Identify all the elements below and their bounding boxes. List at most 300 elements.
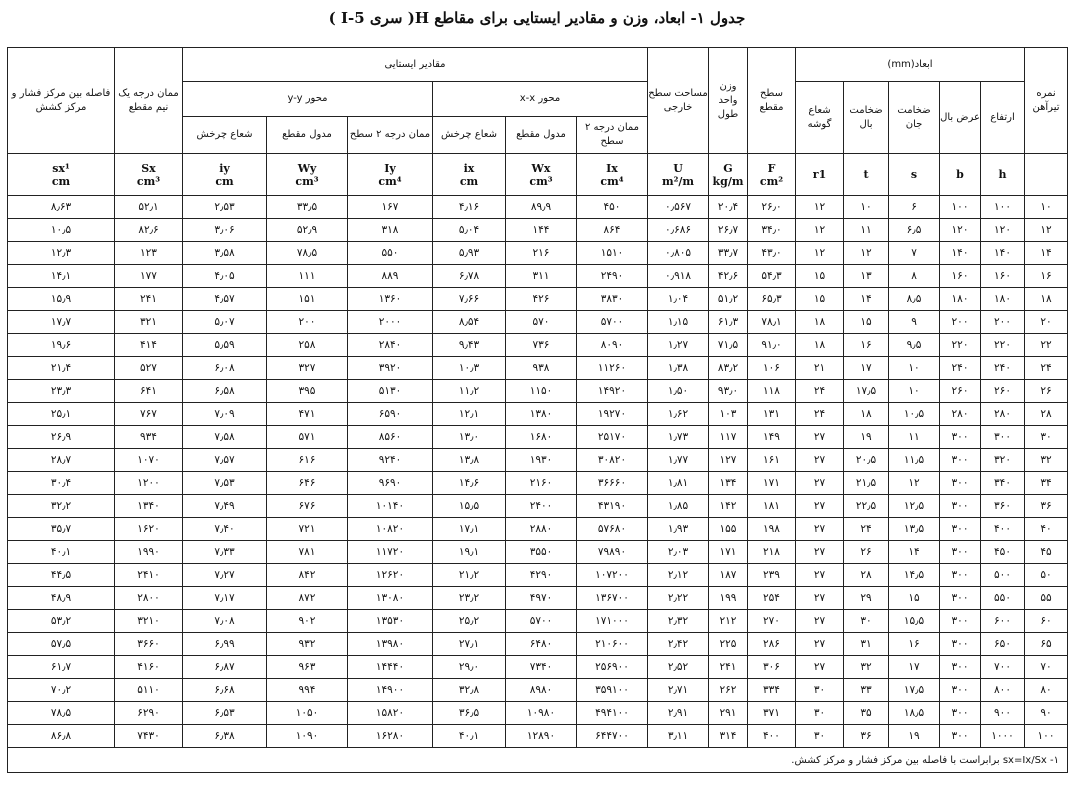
- table-cell: ۲٫۵۳: [183, 196, 267, 219]
- table-cell: ۱۱۲۶۰: [577, 357, 648, 380]
- table-cell: ۱۳۹۸۰: [348, 633, 433, 656]
- table-cell: ۱۰۵۰: [267, 702, 348, 725]
- table-cell: ۴٫۱۶: [433, 196, 506, 219]
- footnote: ۱- sx=Ix/Sx برابراست با فاصله بین مرکز فشار و مرکز کشش.: [8, 748, 1068, 773]
- table-cell: ۲۳۹: [748, 564, 796, 587]
- table-cell: ۱۸۰: [981, 288, 1025, 311]
- table-cell: ۶: [889, 196, 940, 219]
- table-cell: ۳۳: [844, 679, 889, 702]
- table-cell: ۷٫۰۸: [183, 610, 267, 633]
- table-cell: ۱۰: [889, 357, 940, 380]
- table-cell: ۲۶٫۰: [748, 196, 796, 219]
- table-cell: ۶۰: [1025, 610, 1068, 633]
- table-cell: ۲۱۸: [748, 541, 796, 564]
- table-cell: ۸۶۴: [577, 219, 648, 242]
- table-cell: ۲۰: [1025, 311, 1068, 334]
- table-cell: ۲۲۰: [940, 334, 981, 357]
- table-cell: ۵۴٫۳: [748, 265, 796, 288]
- table-row: [8, 495, 1068, 518]
- table-cell: ۶٫۵۳: [183, 702, 267, 725]
- header-G: وزن واحد طول: [709, 48, 748, 154]
- table-cell: ۱۳۴: [709, 472, 748, 495]
- table-cell: ۲۵۶۹۰۰: [577, 656, 648, 679]
- table-cell: ۱۵۸۲۰: [348, 702, 433, 725]
- table-cell: ۷۰: [1025, 656, 1068, 679]
- table-cell: ۴۰: [1025, 518, 1068, 541]
- table-cell: ۱۵۱: [267, 288, 348, 311]
- table-row: [8, 587, 1068, 610]
- table-cell: ۳٫۰۶: [183, 219, 267, 242]
- table-cell: ۳۲۱: [115, 311, 183, 334]
- table-cell: ۱۵: [844, 311, 889, 334]
- header-s: ضخامت جان: [889, 82, 940, 154]
- table-cell: ۲۶۰: [940, 380, 981, 403]
- table-cell: ۳۰: [796, 702, 844, 725]
- table-cell: ۲۸: [844, 564, 889, 587]
- table-cell: ۵٫۰۴: [433, 219, 506, 242]
- table-cell: ۳۲۱۰: [115, 610, 183, 633]
- table-cell: ۳۱۸: [348, 219, 433, 242]
- table-cell: ۶٫۷۸: [433, 265, 506, 288]
- table-cell: ۲۴: [1025, 357, 1068, 380]
- table-cell: ۱۱۸: [748, 380, 796, 403]
- table-cell: ۱۵۵: [709, 518, 748, 541]
- table-cell: ۳۹۵: [267, 380, 348, 403]
- table-cell: ۱۷: [889, 656, 940, 679]
- table-cell: ۴۷۱: [267, 403, 348, 426]
- table-row: [8, 679, 1068, 702]
- table-cell: ۳۰۰: [940, 610, 981, 633]
- table-cell: ۴۸٫۹: [8, 587, 115, 610]
- header-b: عرض بال: [940, 82, 981, 154]
- table-cell: ۲۲٫۵: [844, 495, 889, 518]
- table-cell: ۸۷۲: [267, 587, 348, 610]
- table-cell: ۵۰: [1025, 564, 1068, 587]
- table-cell: ۲۰۰: [981, 311, 1025, 334]
- table-cell: ۱۳٫۵: [889, 518, 940, 541]
- table-cell: ۱۰۰۰: [981, 725, 1025, 748]
- table-cell: ۳۴: [1025, 472, 1068, 495]
- table-cell: ۱٫۰۴: [648, 288, 709, 311]
- table-cell: ۱۴۹۰۰: [348, 679, 433, 702]
- table-cell: ۶٫۵: [889, 219, 940, 242]
- table-cell: ۶٫۵۸: [183, 380, 267, 403]
- table-cell: ۹٫۴۳: [433, 334, 506, 357]
- symbol-sx: sx¹ cm: [8, 154, 115, 196]
- table-cell: ۰٫۶۸۶: [648, 219, 709, 242]
- table-cell: ۲۴: [796, 403, 844, 426]
- table-cell: ۳۰۰: [940, 656, 981, 679]
- table-cell: ۳۰٫۴: [8, 472, 115, 495]
- table-cell: ۳۰: [1025, 426, 1068, 449]
- table-cell: ۷٫۵۷: [183, 449, 267, 472]
- symbol-Wx: Wx cm³: [506, 154, 577, 196]
- table-cell: ۳۰۸۲۰: [577, 449, 648, 472]
- table-cell: ۱۳۱: [748, 403, 796, 426]
- table-row: [8, 518, 1068, 541]
- table-cell: ۳۰۰: [940, 518, 981, 541]
- table-cell: ۳۲٫۸: [433, 679, 506, 702]
- table-cell: ۲۲۵: [709, 633, 748, 656]
- table-cell: ۱۷٫۱: [433, 518, 506, 541]
- table-cell: ۲۷: [796, 518, 844, 541]
- table-cell: ۱۶۷: [348, 196, 433, 219]
- table-cell: ۸٫۶۳: [8, 196, 115, 219]
- table-cell: ۱۷: [844, 357, 889, 380]
- symbol-iy: iy cm: [183, 154, 267, 196]
- table-cell: ۱۰۸۲۰: [348, 518, 433, 541]
- table-cell: ۱۰٫۳: [433, 357, 506, 380]
- table-cell: ۳۷۱: [748, 702, 796, 725]
- table-row: [8, 633, 1068, 656]
- table-cell: ۲۱٫۴: [8, 357, 115, 380]
- table-cell: ۲۱: [796, 357, 844, 380]
- table-cell: ۶٫۳۸: [183, 725, 267, 748]
- table-cell: ۲۷: [796, 495, 844, 518]
- table-cell: ۱۲: [1025, 219, 1068, 242]
- table-cell: ۱۰۳: [709, 403, 748, 426]
- table-cell: ۱۴٫۱: [8, 265, 115, 288]
- symbol-Sx: Sx cm³: [115, 154, 183, 196]
- table-cell: ۲۷: [796, 449, 844, 472]
- table-cell: ۱۲: [796, 196, 844, 219]
- table-cell: ۴۵۰: [981, 541, 1025, 564]
- table-cell: ۱۴۹: [748, 426, 796, 449]
- table-cell: ۳۰: [796, 679, 844, 702]
- table-cell: ۲۶۰: [981, 380, 1025, 403]
- table-cell: ۳۰۰: [940, 495, 981, 518]
- table-cell: ۳۲: [1025, 449, 1068, 472]
- table-cell: ۴۵۰: [577, 196, 648, 219]
- table-cell: ۲۷: [796, 610, 844, 633]
- table-cell: ۱۴: [1025, 242, 1068, 265]
- table-cell: ۹: [889, 311, 940, 334]
- table-cell: ۵۷۶۸۰: [577, 518, 648, 541]
- table-cell: ۶۵: [1025, 633, 1068, 656]
- table-cell: ۲۶: [844, 541, 889, 564]
- table-cell: ۳۵: [844, 702, 889, 725]
- table-cell: ۱۱: [889, 426, 940, 449]
- table-cell: ۳۱: [844, 633, 889, 656]
- table-cell: ۱۴۴: [506, 219, 577, 242]
- table-cell: ۷٫۰۹: [183, 403, 267, 426]
- table-cell: ۱۸: [844, 403, 889, 426]
- table-cell: ۲۷٫۱: [433, 633, 506, 656]
- table-cell: ۱۹۲۷۰: [577, 403, 648, 426]
- table-cell: ۸٫۵۴: [433, 311, 506, 334]
- table-cell: ۲۴۱۰: [115, 564, 183, 587]
- table-cell: ۲۱۰۶۰۰: [577, 633, 648, 656]
- table-cell: ۲۴۱: [709, 656, 748, 679]
- table-cell: ۵۰۰: [981, 564, 1025, 587]
- table-cell: ۳۰۰: [981, 426, 1025, 449]
- table-cell: ۱۷٫۵: [844, 380, 889, 403]
- table-cell: ۴۰۰: [748, 725, 796, 748]
- header-h: ارتفاع: [981, 82, 1025, 154]
- table-cell: ۱۶۲۰: [115, 518, 183, 541]
- table-cell: ۱٫۷۳: [648, 426, 709, 449]
- table-cell: ۲٫۷۱: [648, 679, 709, 702]
- table-cell: ۲۸۶: [748, 633, 796, 656]
- table-cell: ۲۱۲: [709, 610, 748, 633]
- table-cell: ۶۱۶: [267, 449, 348, 472]
- table-cell: ۱٫۷۷: [648, 449, 709, 472]
- table-cell: ۲۷: [796, 633, 844, 656]
- table-cell: ۴۲۹۰: [506, 564, 577, 587]
- table-cell: ۱۱: [844, 219, 889, 242]
- table-cell: ۱۴۲: [709, 495, 748, 518]
- table-cell: ۱۷٫۷: [8, 311, 115, 334]
- table-cell: ۴۲٫۶: [709, 265, 748, 288]
- table-cell: ۱۹۹: [709, 587, 748, 610]
- table-cell: ۳۲۰: [981, 449, 1025, 472]
- table-cell: ۲۲۰: [981, 334, 1025, 357]
- table-cell: ۱۵٫۵: [889, 610, 940, 633]
- table-cell: ۷۴۳۰: [115, 725, 183, 748]
- table-cell: ۱۶۰: [981, 265, 1025, 288]
- table-cell: ۱۲۰۰: [115, 472, 183, 495]
- table-cell: ۴٫۵۷: [183, 288, 267, 311]
- table-cell: ۲۱۶: [506, 242, 577, 265]
- table-cell: ۷٫۵۸: [183, 426, 267, 449]
- table-cell: ۸۰۹۰: [577, 334, 648, 357]
- symbol-ix: ix cm: [433, 154, 506, 196]
- table-cell: ۲۶٫۹: [8, 426, 115, 449]
- table-cell: ۱۹٫۱: [433, 541, 506, 564]
- table-cell: ۲۰٫۵: [844, 449, 889, 472]
- table-cell: ۰٫۵۶۷: [648, 196, 709, 219]
- table-cell: ۱۰۱۴۰: [348, 495, 433, 518]
- table-cell: ۱۰۷۲۰۰: [577, 564, 648, 587]
- table-cell: ۱۸۰: [940, 288, 981, 311]
- table-cell: ۱۲۶۲۰: [348, 564, 433, 587]
- table-cell: ۶۴۶: [267, 472, 348, 495]
- table-cell: ۹۳۴: [115, 426, 183, 449]
- table-cell: ۳۰۰: [940, 702, 981, 725]
- table-cell: ۲۰۰۰: [348, 311, 433, 334]
- table-cell: ۵۲٫۱: [115, 196, 183, 219]
- table-cell: ۱۴۹۲۰: [577, 380, 648, 403]
- table-cell: ۷٫۲۷: [183, 564, 267, 587]
- table-cell: ۸۶٫۸: [8, 725, 115, 748]
- table-cell: ۲٫۵۲: [648, 656, 709, 679]
- table-cell: ۵۷۰۰: [506, 610, 577, 633]
- table-cell: ۳۰۰: [940, 587, 981, 610]
- table-cell: ۴۰٫۱: [8, 541, 115, 564]
- table-cell: ۵۷٫۵: [8, 633, 115, 656]
- table-cell: ۸: [889, 265, 940, 288]
- symbol-s: s: [889, 154, 940, 196]
- table-cell: ۱۲: [844, 242, 889, 265]
- table-cell: ۶۲۹۰: [115, 702, 183, 725]
- table-cell: ۳۵۹۱۰۰: [577, 679, 648, 702]
- table-cell: ۱۳۶۰: [348, 288, 433, 311]
- table-cell: ۹۰: [1025, 702, 1068, 725]
- table-cell: ۳۰۰: [940, 426, 981, 449]
- table-cell: ۱۱٫۲: [433, 380, 506, 403]
- table-cell: ۱۱۱: [267, 265, 348, 288]
- table-cell: ۵۱۱۰: [115, 679, 183, 702]
- table-cell: ۱۶۰: [940, 265, 981, 288]
- table-cell: ۳۰۰: [940, 564, 981, 587]
- table-row: [8, 219, 1068, 242]
- table-cell: ۳۶: [1025, 495, 1068, 518]
- table-cell: ۷٫۱۷: [183, 587, 267, 610]
- table-row: [8, 334, 1068, 357]
- table-cell: ۱۷۱: [748, 472, 796, 495]
- table-cell: ۱۸: [796, 311, 844, 334]
- table-cell: ۱۳٫۰: [433, 426, 506, 449]
- table-cell: ۱۲: [796, 242, 844, 265]
- table-cell: ۳۸۳۰: [577, 288, 648, 311]
- table-cell: ۷۳۶: [506, 334, 577, 357]
- table-cell: ۹۲۴۰: [348, 449, 433, 472]
- table-cell: ۱۵٫۹: [8, 288, 115, 311]
- table-row: [8, 610, 1068, 633]
- table-title: جدول ۱- ابعاد، وزن و مقادیر ایستایی برای مقاطع H( سری I-5 ): [328, 9, 746, 27]
- table-cell: ۷۲۱: [267, 518, 348, 541]
- table-body: [8, 196, 1068, 748]
- table-cell: ۵۳٫۲: [8, 610, 115, 633]
- table-cell: ۱۲۸۹۰: [506, 725, 577, 748]
- table-cell: ۲۷: [796, 587, 844, 610]
- table-cell: ۲٫۳۲: [648, 610, 709, 633]
- table-cell: ۳۶: [844, 725, 889, 748]
- table-cell: ۷۶۷: [115, 403, 183, 426]
- table-cell: ۱۶: [1025, 265, 1068, 288]
- table-cell: ۲۷: [796, 564, 844, 587]
- table-cell: ۲۸۰: [940, 403, 981, 426]
- header-r1: شعاع گوشه: [796, 82, 844, 154]
- table-cell: ۲۱٫۵: [844, 472, 889, 495]
- table-cell: ۱۸۱: [748, 495, 796, 518]
- table-cell: ۱۰۰: [940, 196, 981, 219]
- table-row: [8, 288, 1068, 311]
- symbol-Wy: Wy cm³: [267, 154, 348, 196]
- table-row: [8, 311, 1068, 334]
- header-x-axis: محور x-x: [433, 82, 648, 117]
- table-cell: ۱۴۰: [981, 242, 1025, 265]
- symbol-G: G kg/m: [709, 154, 748, 196]
- table-cell: ۲۷: [796, 472, 844, 495]
- table-cell: ۲٫۴۲: [648, 633, 709, 656]
- table-cell: ۸۵۶۰: [348, 426, 433, 449]
- table-cell: ۵٫۵۹: [183, 334, 267, 357]
- table-cell: ۱۲٫۳: [8, 242, 115, 265]
- table-cell: ۳۰: [844, 610, 889, 633]
- header-t: ضخامت بال: [844, 82, 889, 154]
- table-cell: ۶۴۱: [115, 380, 183, 403]
- table-cell: ۱۰۰: [981, 196, 1025, 219]
- table-cell: ۳۴۰: [981, 472, 1025, 495]
- table-cell: ۲۴۰۰: [506, 495, 577, 518]
- table-cell: ۲۸۴۰: [348, 334, 433, 357]
- table-cell: ۲۱۶۰: [506, 472, 577, 495]
- table-cell: ۲۵۴: [748, 587, 796, 610]
- table-cell: ۹۳۲: [267, 633, 348, 656]
- table-row: [8, 702, 1068, 725]
- table-cell: ۲۳٫۲: [433, 587, 506, 610]
- table-cell: ۱۹: [889, 725, 940, 748]
- table-cell: ۳۲۷: [267, 357, 348, 380]
- table-cell: ۱۶: [844, 334, 889, 357]
- table-cell: ۸۹۸۰: [506, 679, 577, 702]
- table-cell: ۱۹۸: [748, 518, 796, 541]
- table-cell: ۸٫۵: [889, 288, 940, 311]
- table-cell: ۱۵: [796, 288, 844, 311]
- table-cell: ۵٫۹۳: [433, 242, 506, 265]
- table-cell: ۲٫۹۱: [648, 702, 709, 725]
- table-cell: ۳٫۱۱: [648, 725, 709, 748]
- symbol-F: F cm²: [748, 154, 796, 196]
- table-cell: ۶٫۰۸: [183, 357, 267, 380]
- table-cell: ۱۸۷: [709, 564, 748, 587]
- table-cell: ۳۰۶: [748, 656, 796, 679]
- table-cell: ۵٫۰۷: [183, 311, 267, 334]
- table-cell: ۷٫۴۹: [183, 495, 267, 518]
- table-cell: ۱۴: [844, 288, 889, 311]
- table-cell: ۳۶٫۵: [433, 702, 506, 725]
- table-cell: ۱۱۷۲۰: [348, 541, 433, 564]
- table-row: [8, 725, 1068, 748]
- table-cell: ۳۰۰: [940, 449, 981, 472]
- table-cell: ۲۶۲: [709, 679, 748, 702]
- table-cell: ۲۶٫۷: [709, 219, 748, 242]
- table-cell: ۲٫۱۲: [648, 564, 709, 587]
- table-cell: ۲۴۰: [940, 357, 981, 380]
- table-cell: ۱٫۸۱: [648, 472, 709, 495]
- table-cell: ۳۶۶۰: [115, 633, 183, 656]
- header-Wy: مدول مقطع: [267, 117, 348, 154]
- table-cell: ۲۰٫۴: [709, 196, 748, 219]
- table-cell: ۱۹۹۰: [115, 541, 183, 564]
- table-cell: ۱۹٫۶: [8, 334, 115, 357]
- table-row: [8, 472, 1068, 495]
- table-cell: ۴۹۴۱۰۰: [577, 702, 648, 725]
- header-static: مقادیر ایستایی: [183, 48, 648, 82]
- table-cell: ۱۲۳: [115, 242, 183, 265]
- table-cell: ۲۸۰۰: [115, 587, 183, 610]
- table-cell: ۴۹۷۰: [506, 587, 577, 610]
- table-cell: ۸۰۰: [981, 679, 1025, 702]
- table-cell: ۳۱۴: [709, 725, 748, 748]
- table-cell: ۲۸۸۰: [506, 518, 577, 541]
- table-cell: ۴۳٫۰: [748, 242, 796, 265]
- table-cell: ۱۵: [796, 265, 844, 288]
- table-cell: ۲۱٫۲: [433, 564, 506, 587]
- table-cell: ۳۲: [844, 656, 889, 679]
- table-cell: ۷۹۸۹۰: [577, 541, 648, 564]
- table-cell: ۳۲٫۲: [8, 495, 115, 518]
- table-cell: ۲۸٫۷: [8, 449, 115, 472]
- header-y-axis: محور y-y: [183, 82, 433, 117]
- header-F: سطح مقطع: [748, 48, 796, 154]
- table-cell: ۱۸: [1025, 288, 1068, 311]
- symbol-Iy: Iy cm⁴: [348, 154, 433, 196]
- table-cell: ۲۸۰: [981, 403, 1025, 426]
- table-cell: ۱٫۸۵: [648, 495, 709, 518]
- table-cell: ۵۱۳۰: [348, 380, 433, 403]
- table-cell: ۹۶۹۰: [348, 472, 433, 495]
- table-cell: ۹۰۰: [981, 702, 1025, 725]
- table-cell: ۲۵٫۲: [433, 610, 506, 633]
- table-cell: ۴۳۱۹۰: [577, 495, 648, 518]
- table-cell: ۱۹: [844, 426, 889, 449]
- header-Wx: مدول مقطع: [506, 117, 577, 154]
- table-cell: ۱۲٫۵: [889, 495, 940, 518]
- table-cell: ۱۶۱: [748, 449, 796, 472]
- header-ix: شعاع چرخش: [433, 117, 506, 154]
